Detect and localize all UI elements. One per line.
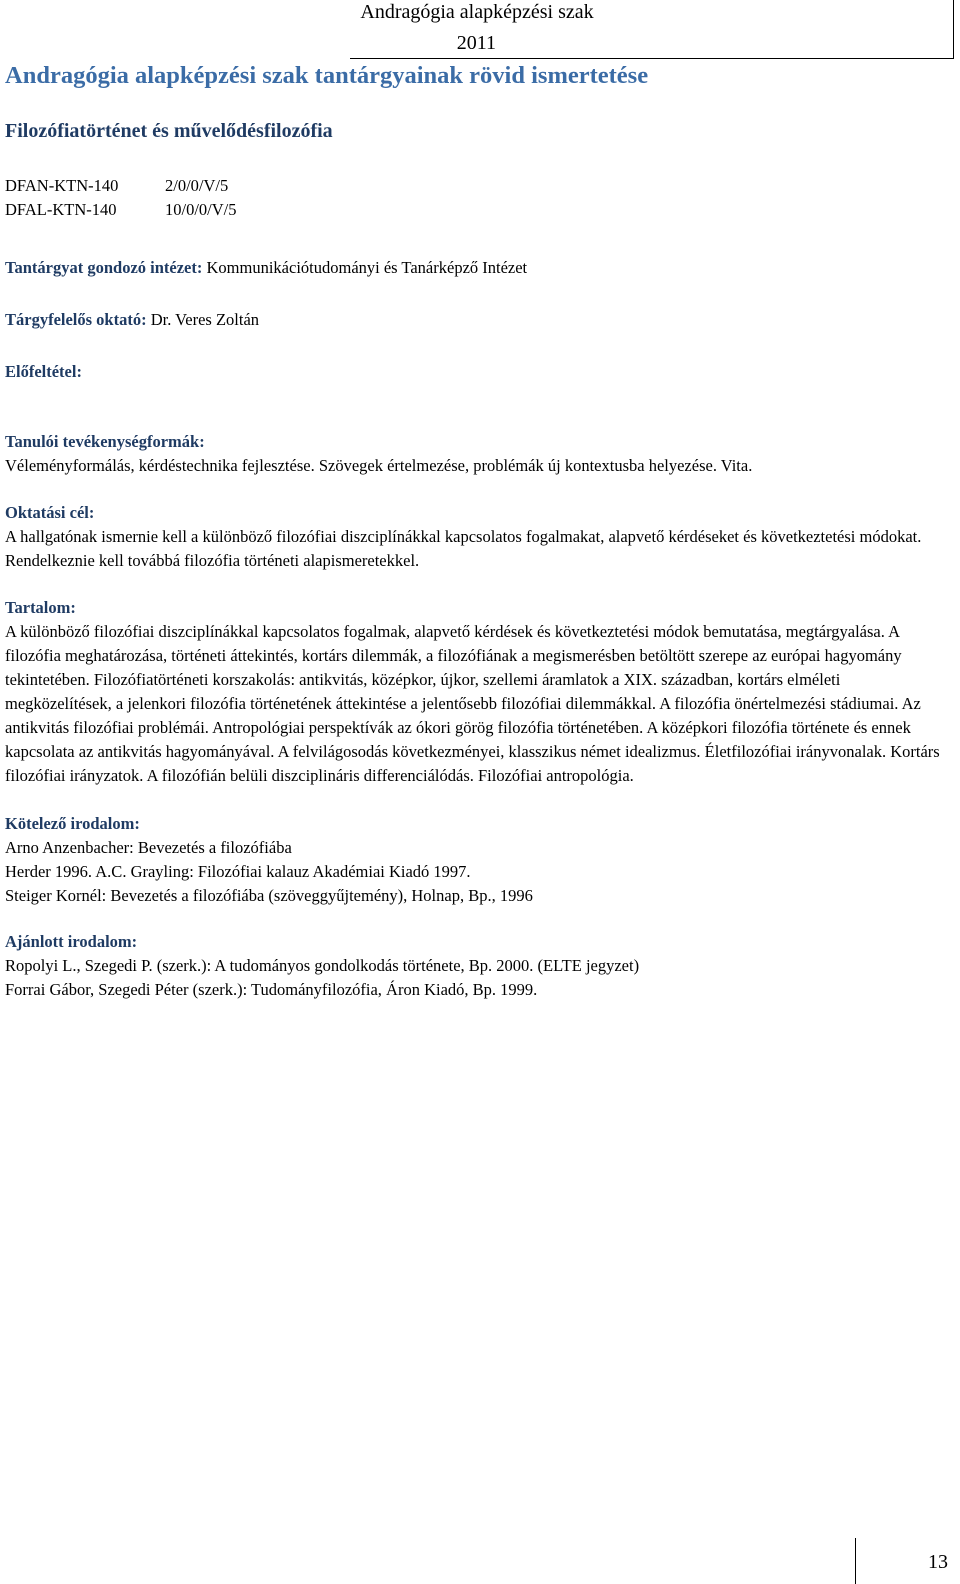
responsible-line <box>5 308 950 332</box>
required-reading-section <box>5 812 950 908</box>
content-section <box>5 596 950 788</box>
recommended-reading-section <box>5 930 950 1002</box>
activities-text: Véleményformálás, kérdéstechnika fejlesztése. Szövegek értelmezése, problémák új kontextusba helyezése. Vita. <box>5 456 753 475</box>
course-code-row <box>5 198 950 222</box>
recommended-reading-label: Ajánlott irodalom: <box>5 932 138 951</box>
course-code-row <box>5 174 950 198</box>
page-footer <box>855 1538 955 1584</box>
institute-label: Tantárgyat gondozó intézet: <box>5 258 203 277</box>
course-code: DFAL-KTN-140 <box>5 200 117 219</box>
content-label: Tartalom: <box>5 598 76 617</box>
course-codes <box>5 174 950 222</box>
subject-title: Filozófiatörténet és művelődésfilozófia <box>5 120 333 142</box>
institute-value: Kommunikációtudományi és Tanárképző Intézet <box>202 258 528 277</box>
objective-section <box>5 501 950 573</box>
responsible-label: Tárgyfelelős oktató: <box>5 310 147 329</box>
institute-line <box>5 256 950 280</box>
page-header <box>350 0 954 59</box>
objective-text: A hallgatónak ismernie kell a különböző filozófiai diszciplínákkal kapcsolatos fogalmakat, alapvető kérdéseket és következtetési módokat. Rendelkeznie kell továbbá filozófia történeti alapismeretekkel. <box>5 527 922 570</box>
prerequisite-label: Előfeltétel: <box>5 362 82 381</box>
document-title: Andragógia alapképzési szak tantárgyainak rövid ismertetése <box>5 62 649 89</box>
reading-item: Forrai Gábor, Szegedi Péter (szerk.): Tudományfilozófia, Áron Kiadó, Bp. 1999. <box>5 980 538 999</box>
objective-label: Oktatási cél: <box>5 503 95 522</box>
required-reading-label: Kötelező irodalom: <box>5 814 140 833</box>
prerequisite-line <box>5 360 950 384</box>
header-year: 2011 <box>456 32 496 54</box>
content-text: A különböző filozófiai diszciplínákkal kapcsolatos fogalmak, alapvető kérdések és következtetési módok bemutatása, megtárgyalása. A filozófia meghatározása, történeti áttekintés, kortárs dilemmák, a filozófiának a megismerésben betöltött szerepe az európai hagyomány tekintetében. Filozófiatörténeti korszakolás: antikvitás, középkor, újkor, szellemi áramlatok a XIX. században, kortárs elméleti megközelítések, a jelenkori filozófia történetének áttekintése a jelentősebb filozófiai dilemmákkal. A filozófia önértelmezési stádiumai. Az antikvitás filozófiai problémái. Antropológiai perspektívák az ókori görög filozófia történetében. A középkori filozófia története és ennek kapcsolata az antikvitás hagyományával. A felvilágosodás következményei, klasszikus német idealizmus. Életfilozófiai irányvonalak. Kortárs filozófiai irányzatok. A filozófián belüli diszciplináris differenciálódás. Filozófiai antropológia. <box>5 622 940 785</box>
course-code-value: 10/0/0/V/5 <box>165 200 237 219</box>
document-body <box>5 58 950 1002</box>
course-code: DFAN-KTN-140 <box>5 176 119 195</box>
header-title: Andragógia alapképzési szak <box>360 1 594 23</box>
activities-section <box>5 430 950 478</box>
reading-item: Ropolyi L., Szegedi P. (szerk.): A tudományos gondolkodás története, Bp. 2000. (ELTE jegyzet) <box>5 956 640 975</box>
reading-item: Arno Anzenbacher: Bevezetés a filozófiába <box>5 838 292 857</box>
responsible-value: Dr. Veres Zoltán <box>146 310 260 329</box>
reading-item: Herder 1996. A.C. Grayling: Filozófiai kalauz Akadémiai Kiadó 1997. <box>5 862 471 881</box>
reading-item: Steiger Kornél: Bevezetés a filozófiába (szöveggyűjtemény), Holnap, Bp., 1996 <box>5 886 533 905</box>
course-code-value: 2/0/0/V/5 <box>165 176 229 195</box>
page-number: 13 <box>928 1551 948 1573</box>
activities-label: Tanulói tevékenységformák: <box>5 432 205 451</box>
